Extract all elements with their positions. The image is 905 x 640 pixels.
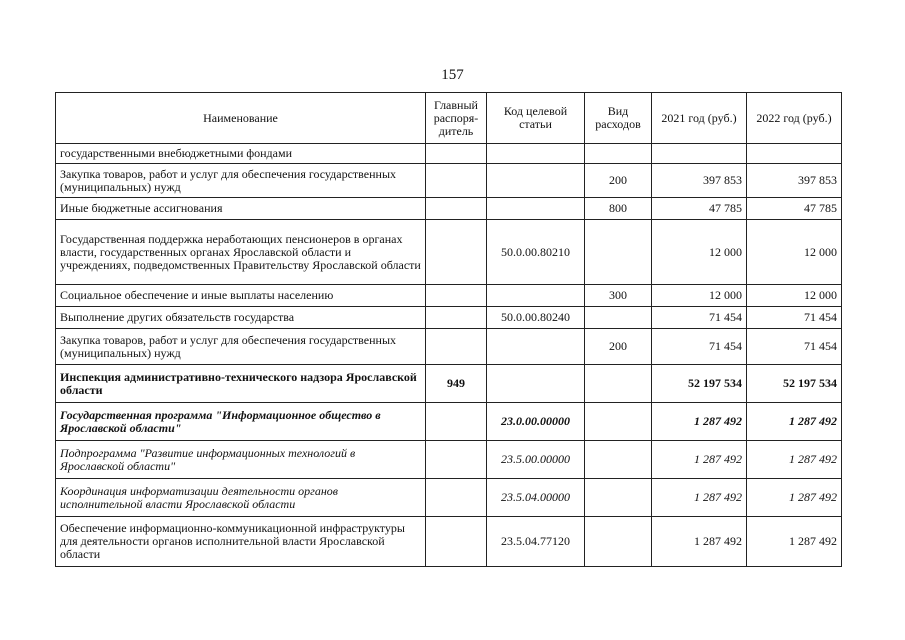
cell-name: Закупка товаров, работ и услуг для обеспечения государственных (муниципальных) нужд [56, 164, 426, 198]
cell-main-manager [426, 441, 487, 479]
cell-amount-2022: 1 287 492 [747, 441, 842, 479]
cell-main-manager: 949 [426, 365, 487, 403]
cell-target-code: 23.5.00.00000 [487, 441, 585, 479]
cell-amount-2021: 1 287 492 [652, 479, 747, 517]
cell-target-code [487, 285, 585, 307]
cell-expense-kind: 200 [585, 164, 652, 198]
cell-expense-kind [585, 220, 652, 285]
cell-main-manager [426, 329, 487, 365]
cell-target-code: 50.0.00.80240 [487, 307, 585, 329]
cell-amount-2022: 47 785 [747, 198, 842, 220]
cell-main-manager [426, 144, 487, 164]
cell-name: Иные бюджетные ассигнования [56, 198, 426, 220]
table-row [56, 441, 842, 479]
cell-name: Подпрограмма "Развитие информационных технологий в Ярославской области" [56, 441, 426, 479]
header-target-code: Код целевой статьи [487, 93, 585, 144]
header-main-manager: Главный распоря-дитель [426, 93, 487, 144]
cell-amount-2021: 47 785 [652, 198, 747, 220]
cell-main-manager [426, 517, 487, 567]
cell-amount-2021: 52 197 534 [652, 365, 747, 403]
cell-expense-kind: 200 [585, 329, 652, 365]
header-year-2021: 2021 год (руб.) [652, 93, 747, 144]
cell-expense-kind [585, 441, 652, 479]
cell-name: Закупка товаров, работ и услуг для обеспечения государственных (муниципальных) нужд [56, 329, 426, 365]
cell-name: Социальное обеспечение и иные выплаты населению [56, 285, 426, 307]
table-row [56, 198, 842, 220]
cell-target-code [487, 144, 585, 164]
cell-name: Выполнение других обязательств государства [56, 307, 426, 329]
cell-name: Инспекция административно-технического надзора Ярославской области [56, 365, 426, 403]
cell-amount-2021: 1 287 492 [652, 403, 747, 441]
cell-amount-2022: 71 454 [747, 307, 842, 329]
cell-expense-kind: 800 [585, 198, 652, 220]
header-year-2022: 2022 год (руб.) [747, 93, 842, 144]
cell-name: Государственная программа "Информационное общество в Ярославской области" [56, 403, 426, 441]
table-row [56, 403, 842, 441]
cell-amount-2022: 1 287 492 [747, 403, 842, 441]
table-row [56, 220, 842, 285]
cell-amount-2021: 12 000 [652, 220, 747, 285]
page-number: 157 [441, 67, 464, 83]
cell-expense-kind [585, 403, 652, 441]
cell-expense-kind [585, 365, 652, 403]
cell-main-manager [426, 220, 487, 285]
cell-target-code [487, 198, 585, 220]
table-body [56, 144, 842, 567]
table-header-row [56, 93, 842, 144]
table-row [56, 164, 842, 198]
cell-amount-2021: 1 287 492 [652, 441, 747, 479]
cell-main-manager [426, 307, 487, 329]
cell-main-manager [426, 164, 487, 198]
table-row [56, 285, 842, 307]
cell-amount-2022: 397 853 [747, 164, 842, 198]
cell-amount-2022: 12 000 [747, 220, 842, 285]
table-row [56, 479, 842, 517]
cell-target-code: 23.5.04.00000 [487, 479, 585, 517]
cell-target-code [487, 329, 585, 365]
cell-target-code: 50.0.00.80210 [487, 220, 585, 285]
cell-expense-kind [585, 144, 652, 164]
table-row [56, 144, 842, 164]
cell-amount-2022: 12 000 [747, 285, 842, 307]
cell-amount-2022: 71 454 [747, 329, 842, 365]
cell-main-manager [426, 198, 487, 220]
table-row [56, 365, 842, 403]
cell-amount-2022: 1 287 492 [747, 479, 842, 517]
cell-amount-2022 [747, 144, 842, 164]
cell-amount-2022: 52 197 534 [747, 365, 842, 403]
cell-target-code [487, 365, 585, 403]
cell-main-manager [426, 403, 487, 441]
cell-target-code [487, 164, 585, 198]
cell-amount-2021: 71 454 [652, 307, 747, 329]
cell-amount-2021: 71 454 [652, 329, 747, 365]
cell-amount-2021: 12 000 [652, 285, 747, 307]
budget-table [55, 92, 842, 567]
cell-amount-2021: 1 287 492 [652, 517, 747, 567]
cell-expense-kind [585, 307, 652, 329]
header-name: Наименование [56, 93, 426, 144]
cell-amount-2021 [652, 144, 747, 164]
table-row [56, 307, 842, 329]
cell-name: Государственная поддержка неработающих пенсионеров в органах власти, государственных органах Ярославской области и учреждениях, подведомственных Правительству Ярославской области [56, 220, 426, 285]
cell-main-manager [426, 479, 487, 517]
cell-name: Координация информатизации деятельности органов исполнительной власти Ярославской области [56, 479, 426, 517]
cell-target-code: 23.0.00.00000 [487, 403, 585, 441]
cell-amount-2022: 1 287 492 [747, 517, 842, 567]
cell-name: государственными внебюджетными фондами [56, 144, 426, 164]
cell-name: Обеспечение информационно-коммуникационной инфраструктуры для деятельности органов исполнительной власти Ярославской области [56, 517, 426, 567]
cell-main-manager [426, 285, 487, 307]
table-row [56, 517, 842, 567]
cell-expense-kind [585, 479, 652, 517]
header-expense-kind: Вид расходов [585, 93, 652, 144]
cell-expense-kind [585, 517, 652, 567]
table-row [56, 329, 842, 365]
cell-target-code: 23.5.04.77120 [487, 517, 585, 567]
cell-amount-2021: 397 853 [652, 164, 747, 198]
cell-expense-kind: 300 [585, 285, 652, 307]
